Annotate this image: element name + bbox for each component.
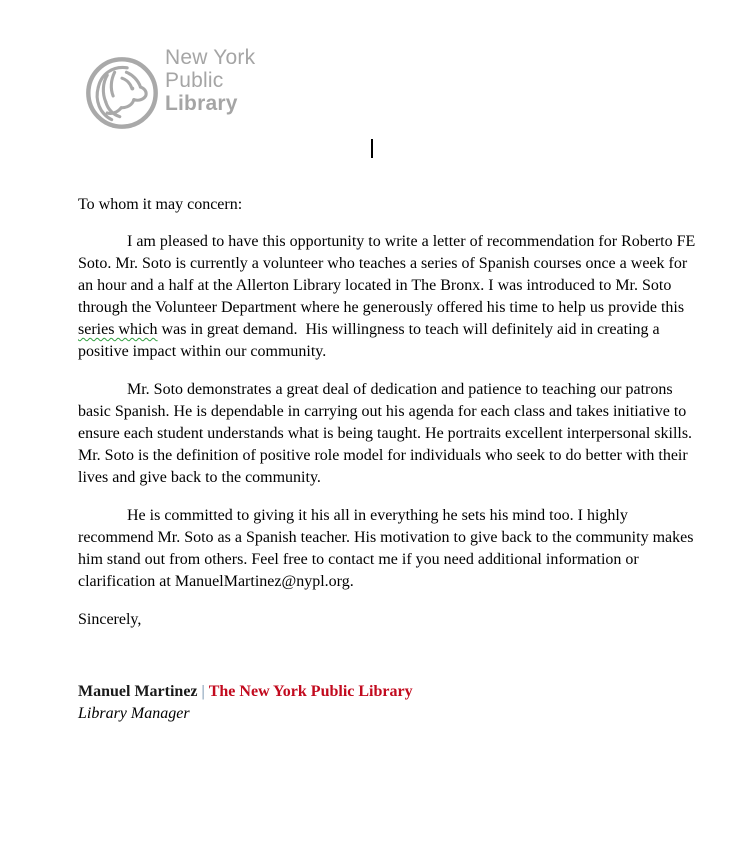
text-segment: an hour and a half at the Allerton Library located in The Bronx. I was introduced to Mr. Soto [78,277,672,294]
text-line [78,401,687,423]
text-line [78,319,678,341]
text-segment: positive impact within our community. [78,343,327,360]
text-segment: . [349,573,354,590]
text-segment: him stand out from others. Feel free to contact me if you need additional information or [78,551,639,568]
text-segment: ensure each student understands what is being taught. He portraits excellent interpersonal skills. [78,425,693,442]
text-caret [371,139,373,158]
signature-organization: The New York Public Library [208,683,413,700]
text-line [78,445,688,467]
letter-closing[interactable]: Sincerely, [78,611,142,628]
email-text: ManuelMartinez@nypl.org [174,573,350,590]
paragraph[interactable] [78,505,694,593]
nypl-lion-logo-icon [85,56,159,130]
text-line [78,527,694,549]
text-segment: recommend Mr. Soto as a Spanish teacher. His motivation to give back to the community makes [78,529,694,546]
text-line [78,379,678,401]
logo-wordmark-line2: Public [165,69,224,92]
text-line [78,231,696,253]
text-line [78,505,678,527]
text-segment: Mr. Soto demonstrates a great deal of dedication and patience to teaching our patrons [127,381,673,398]
text-line [78,341,678,363]
text-line [78,423,693,445]
text-line [78,467,678,489]
logo-wordmark-line1: New York [165,46,256,69]
signature-title[interactable]: Library Manager [78,705,190,722]
text-segment: basic Spanish. He is dependable in carrying out his agenda for each class and takes initiative to [78,403,687,420]
text-line [78,549,678,571]
nypl-letterhead [85,44,255,130]
text-segment: was in great demand. His willingness to teach will definitely aid in creating a [157,321,660,338]
logo-wordmark [165,46,255,115]
text-segment: through the Volunteer Department where he generously offered his time to help us provide this [78,299,685,316]
text-line [78,253,688,275]
signature-separator: | [201,683,205,700]
grammar-flagged-text[interactable]: series which [78,321,158,338]
text-line [78,275,678,297]
text-segment: clarification at [78,573,175,590]
paragraph[interactable] [78,231,696,363]
letter-paragraphs [78,231,696,593]
signature-line[interactable] [78,681,678,703]
signature-name: Manuel Martinez [78,683,198,700]
text-segment: lives and give back to the community. [78,469,321,486]
letter-salutation[interactable]: To whom it may concern: [78,196,243,213]
text-segment: I am pleased to have this opportunity to write a letter of recommendation for Roberto FE [127,233,696,250]
paragraph[interactable] [78,379,693,489]
text-line [78,571,678,593]
letter-body[interactable] [78,194,696,725]
text-segment: He is committed to giving it his all in everything he sets his mind too. I highly [127,507,628,524]
text-segment: Mr. Soto is the definition of positive role model for individuals who seek to do better with their [78,447,688,464]
text-line [78,297,685,319]
logo-wordmark-line3: Library [165,92,238,115]
signature-block [78,681,678,725]
text-segment: Soto. Mr. Soto is currently a volunteer who teaches a series of Spanish courses once a week for [78,255,688,272]
